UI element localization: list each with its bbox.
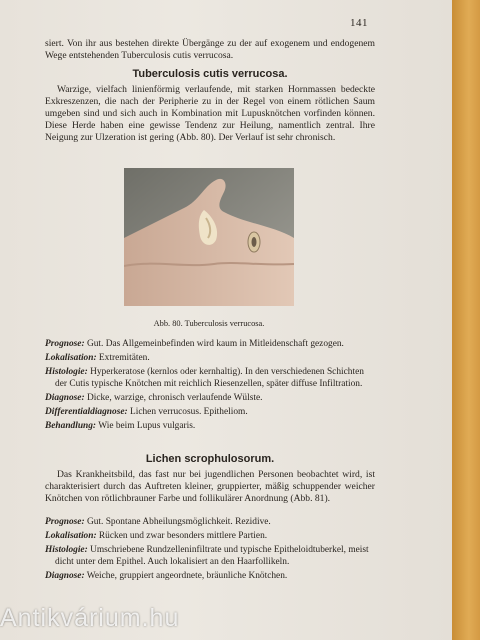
def-lokalisation-2: [45, 530, 375, 542]
watermark: Antikvárium.hu: [0, 604, 180, 632]
def-text: Rücken und zwar besonders mittlere Partien.: [98, 531, 268, 541]
section-heading-tuberculosis: Tuberculosis cutis verrucosa.: [132, 68, 288, 80]
def-behandlung: [45, 420, 375, 432]
def-term: Histologie:: [45, 545, 88, 555]
page-number: 141: [350, 17, 368, 29]
def-lokalisation: [45, 352, 375, 364]
def-text: Wie beim Lupus vulgaris.: [98, 421, 196, 431]
def-text: Gut. Spontane Abheilungsmöglichkeit. Rezidive.: [86, 517, 271, 527]
def-text: Umschriebene Rundzelleninfiltrate und typische Epitheloidtuberkel, meist dicht unter dem Epithel. Auch lokalisiert an den Haarfollikeln.: [55, 545, 369, 567]
definitions-section1: [45, 338, 375, 434]
def-term: Prognose:: [45, 517, 85, 527]
def-term: Diagnose:: [45, 393, 85, 403]
intro-paragraph: siert. Von ihr aus bestehen direkte Übergänge zu der auf exogenem und endogenem Wege entstehenden Tuberculosis cutis verrucosa.: [45, 38, 375, 61]
definitions-section2: [45, 516, 375, 584]
def-diagnose: [45, 392, 375, 404]
def-prognose-2: [45, 516, 375, 528]
def-term: Diagnose:: [45, 571, 85, 581]
def-term: Prognose:: [45, 339, 85, 349]
def-prognose: [45, 338, 375, 350]
def-term: Histologie:: [45, 367, 88, 377]
def-term: Lokalisation:: [45, 531, 97, 541]
def-text: Extremitäten.: [98, 353, 150, 363]
def-term: Lokalisation:: [45, 353, 97, 363]
def-differentialdiagnose: [45, 406, 375, 418]
figure-caption: Abb. 80. Tuberculosis verrucosa.: [153, 319, 265, 328]
def-term: Differentialdiagnose:: [45, 407, 128, 417]
def-term: Behandlung:: [45, 421, 97, 431]
section-body-tuberculosis: Warzige, vielfach linienförmig verlaufende, mit starken Hornmassen bedeckte Exkreszenzen, die nach der Peripherie zu in der Regel von einem rötlichen Saum umgeben sind und sich auch in Kombination mit Lupusknötchen vorfinden können. Diese Herde haben eine gewisse Tendenz zur Heilung, namentlich zentral. Ihre Neigung zur Ulzeration ist gering (Abb. 80). Der Verlauf ist sehr chronisch.: [45, 84, 375, 143]
def-diagnose-2: [45, 570, 375, 582]
def-text: Lichen verrucosus. Epitheliom.: [129, 407, 248, 417]
def-text: Weiche, gruppiert angeordnete, bräunliche Knötchen.: [86, 571, 288, 581]
def-text: Hyperkeratose (kernlos oder kernhaltig). In den verschiedenen Schichten der Cutis typische Knötchen mit reichlich Riesenzellen, später diffuse Infiltration.: [55, 367, 364, 389]
def-histologie-2: [45, 544, 375, 568]
section-heading-lichen: Lichen scrophulosorum.: [145, 453, 275, 465]
figure-photo-hand: [124, 168, 294, 306]
def-text: Gut. Das Allgemeinbefinden wird kaum in Mitleidenschaft gezogen.: [86, 339, 344, 349]
hand-lesion-image: [124, 168, 294, 306]
section-body-lichen: Das Krankheitsbild, das fast nur bei jugendlichen Personen beobachtet wird, ist charakterisiert durch das Auftreten kleiner, gruppierter, mäßig schuppender weicher Knötchen von rötlichbrauner Farbe und follikulärer Anordnung (Abb. 81).: [45, 469, 375, 504]
book-edge: [452, 0, 480, 640]
def-histologie: [45, 366, 375, 390]
def-text: Dicke, warzige, chronisch verlaufende Wülste.: [86, 393, 263, 403]
